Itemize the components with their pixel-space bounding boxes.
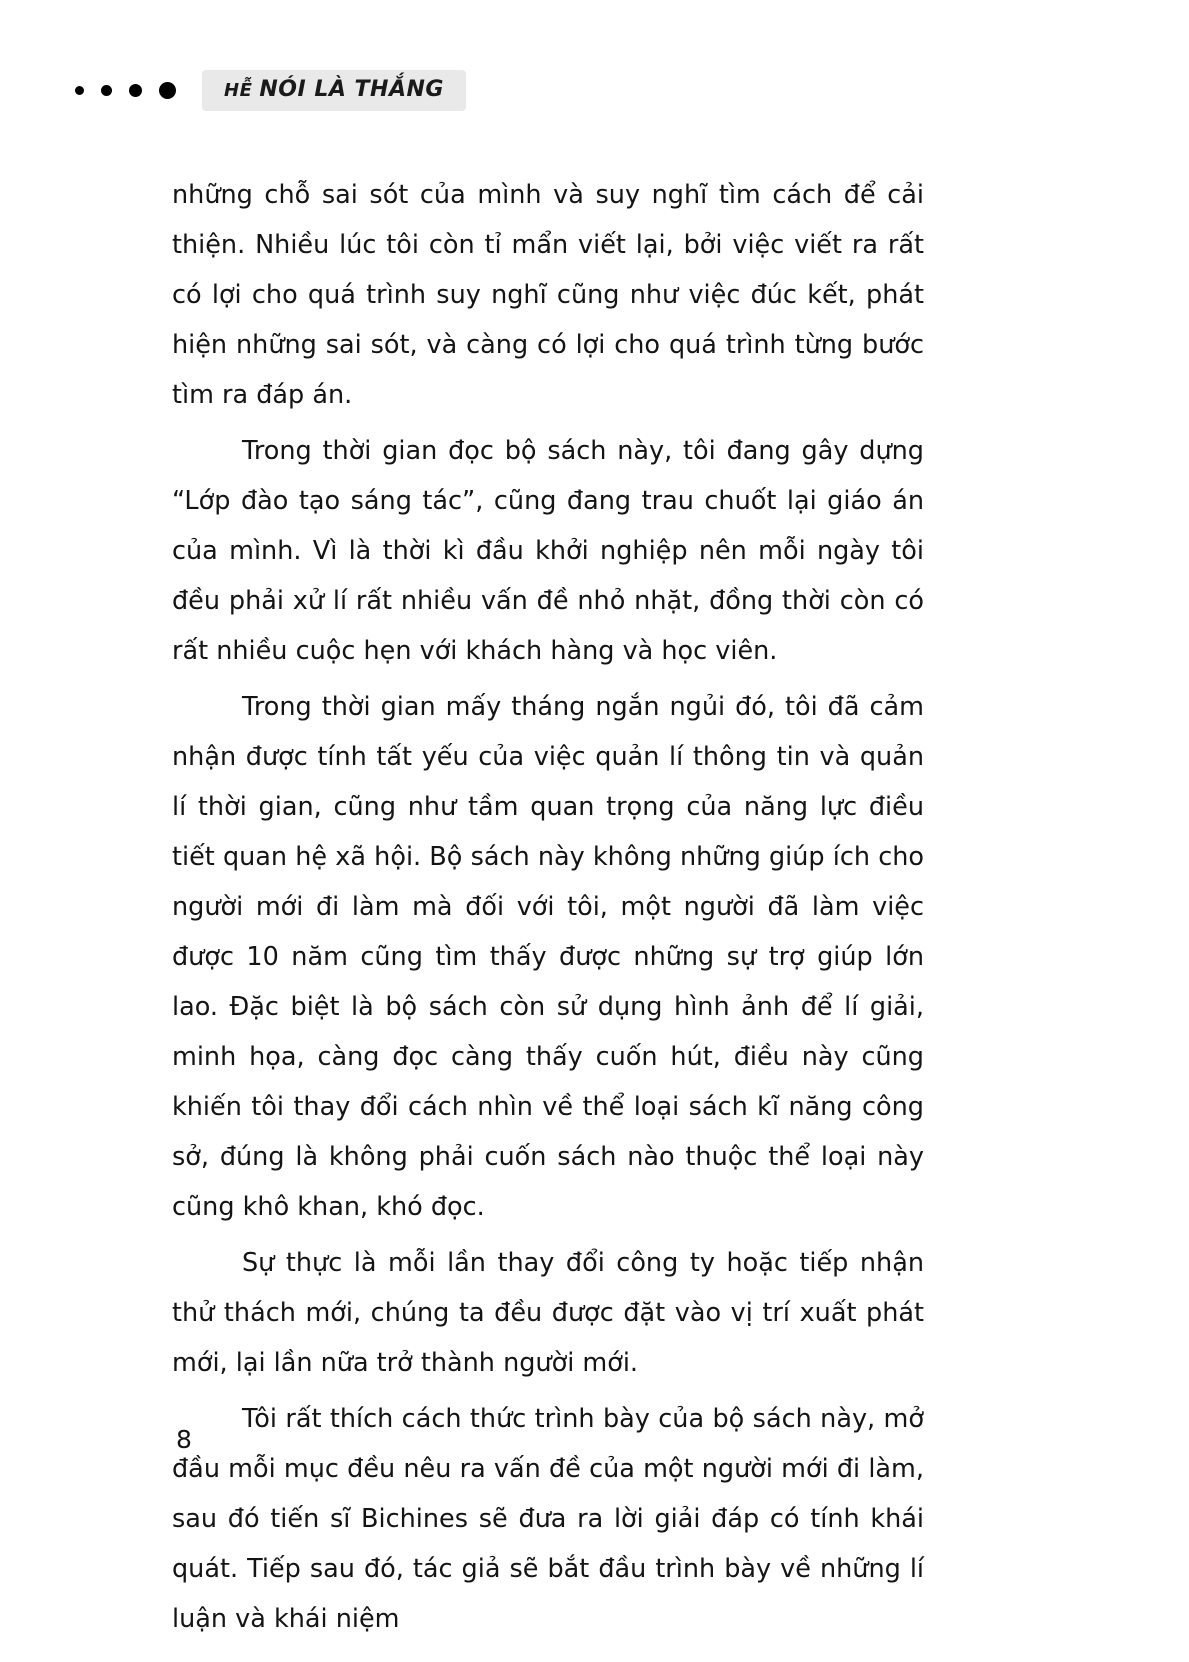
paragraph: Tôi rất thích cách thức trình bày của bộ sách này, mở đầu mỗi mục đều nêu ra vấn đề của một người mới đi làm, sau đó tiến sĩ Bichines sẽ đưa ra lời giải đáp có tính khái quát. Tiếp sau đó, tác giả sẽ bắt đầu trình bày về những lí luận và khái niệm xyxy=(172,1404,924,1634)
paragraph: Trong thời gian đọc bộ sách này, tôi đang gây dựng “Lớp đào tạo sáng tác”, cũng đang trau chuốt lại giáo án của mình. Vì là thời kì đầu khởi nghiệp nên mỗi ngày tôi đều phải xử lí rất nhiều vấn đề nhỏ nhặt, đồng thời còn có rất nhiều cuộc hẹn với khách hàng và học viên. xyxy=(172,436,924,666)
dot-icon xyxy=(129,84,142,97)
dot-icon xyxy=(101,85,112,96)
running-head-title: NÓI LÀ THẮNG xyxy=(259,76,444,102)
paragraph: Sự thực là mỗi lần thay đổi công ty hoặc tiếp nhận thử thách mới, chúng ta đều được đặt vào vị trí xuất phát mới, lại lần nữa trở thành người mới. xyxy=(172,1248,924,1378)
page-header xyxy=(75,70,466,110)
running-head xyxy=(202,70,466,111)
body-text xyxy=(172,170,924,1650)
dot-icon xyxy=(159,82,176,99)
page-number: 8 xyxy=(176,1425,192,1454)
paragraph: những chỗ sai sót của mình và suy nghĩ tìm cách để cải thiện. Nhiều lúc tôi còn tỉ mẩn viết lại, bởi việc viết ra rất có lợi cho quá trình suy nghĩ cũng như việc đúc kết, phát hiện những sai sót, và càng có lợi cho quá trình từng bước tìm ra đáp án. xyxy=(172,180,924,410)
running-head-prefix: HỄ xyxy=(224,79,253,101)
decorative-dots xyxy=(75,82,176,99)
paragraph: Trong thời gian mấy tháng ngắn ngủi đó, tôi đã cảm nhận được tính tất yếu của việc quản lí thông tin và quản lí thời gian, cũng như tầm quan trọng của năng lực điều tiết quan hệ xã hội. Bộ sách này không những giúp ích cho người mới đi làm mà đối với tôi, một người đã làm việc được 10 năm cũng tìm thấy được những sự trợ giúp lớn lao. Đặc biệt là bộ sách còn sử dụng hình ảnh để lí giải, minh họa, càng đọc càng thấy cuốn hút, điều này cũng khiến tôi thay đổi cách nhìn về thể loại sách kĩ năng công sở, đúng là không phải cuốn sách nào thuộc thể loại này cũng khô khan, khó đọc. xyxy=(172,692,924,1222)
dot-icon xyxy=(75,86,84,95)
